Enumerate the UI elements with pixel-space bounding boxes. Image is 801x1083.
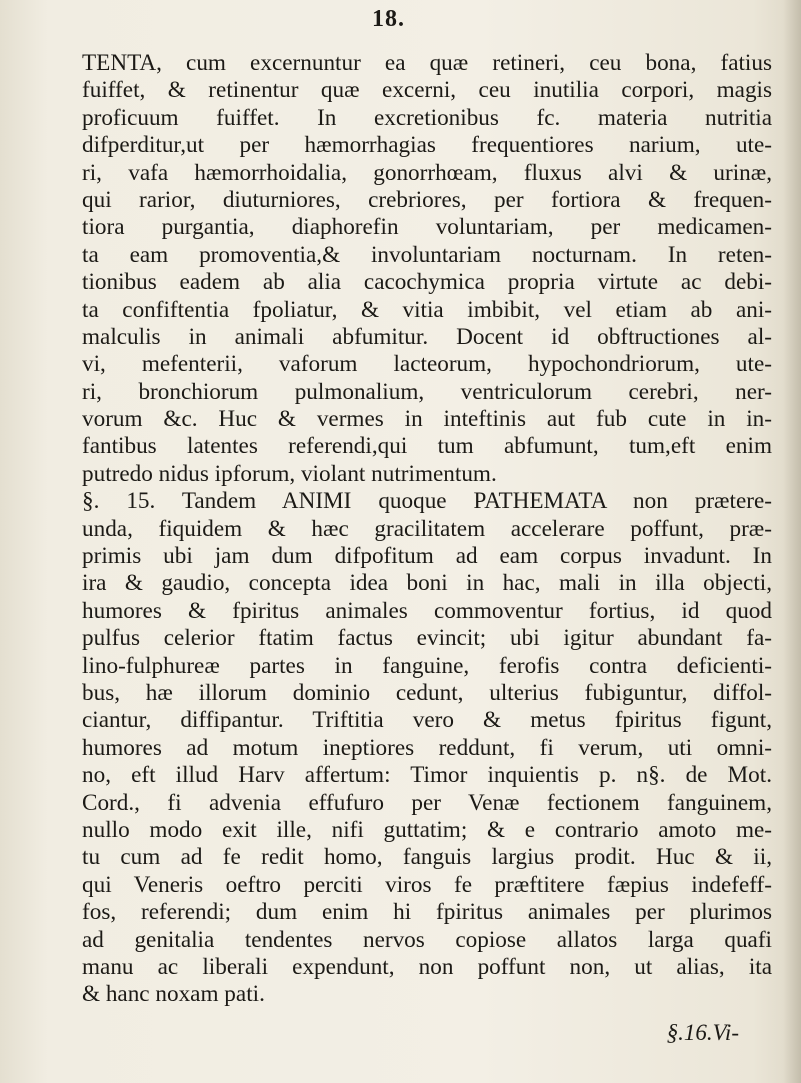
text-line: §. 15. Tandem ANIMI quoque PATHEMATA non prætere- [82,488,772,515]
text-line: vi, mefenterii, vaforum lacteorum, hypochondriorum, ute- [82,351,772,378]
text-line: ciantur, diffipantur. Triftitia vero & metus fpiritus figunt, [82,707,772,734]
body-text [82,50,772,1009]
text-line: proficuum fuiffet. In excretionibus fc. materia nutritia [82,104,772,131]
text-line: ad genitalia tendentes nervos copiose allatos larga quafi [82,926,772,953]
text-line: Cord., fi advenia effufuro per Venæ fectionem fanguinem, [82,789,772,816]
text-line: ri, vafa hæmorrhoidalia, gonorrhœam, fluxus alvi & urinæ, [82,159,772,186]
text-line: unda, fiquidem & hæc gracilitatem accelerare poffunt, præ- [82,515,772,542]
page-edge-shadow [783,0,801,1083]
text-line: humores & fpiritus animales commoventur fortius, id quod [82,597,772,624]
text-line: tiora purgantia, diaphorefin voluntariam, per medicamen- [82,214,772,241]
text-line: qui Veneris oeftro perciti viros fe præftitere fæpius indefeff- [82,871,772,898]
text-line: humores ad motum ineptiores reddunt, fi verum, uti omni- [82,734,772,761]
text-line: nullo modo exit ille, nifi guttatim; & e contrario amoto me- [82,816,772,843]
text-line: vorum &c. Huc & vermes in inteftinis aut fub cute in in- [82,406,772,433]
text-line: fantibus latentes referendi,qui tum abfumunt, tum,eft enim [82,433,772,460]
text-line: & hanc noxam pati. [82,981,265,1008]
catchword: §.16.Vi- [666,1020,739,1045]
text-line: bus, hæ illorum dominio cedunt, ulterius fubiguntur, diffol- [82,679,772,706]
text-line: tionibus eadem ab alia cacochymica propria virtute ac debi- [82,269,772,296]
text-line: lino-fulphureæ partes in fanguine, ferofis contra deficienti- [82,652,772,679]
text-line: pulfus celerior ftatim factus evincit; ubi igitur abundant fa- [82,625,772,652]
text-line: fos, referendi; dum enim hi fpiritus animales per plurimos [82,899,772,926]
text-line: qui rarior, diuturniores, crebriores, per fortiora & frequen- [82,186,772,213]
text-line: malculis in animali abfumitur. Docent id obftructiones al- [82,323,772,350]
text-line: difperditur,ut per hæmorrhagias frequentiores narium, ute- [82,132,772,159]
page-number: 18. [372,6,405,32]
text-line: manu ac liberali expendunt, non poffunt non, ut alias, ita [82,953,772,980]
text-line: ira & gaudio, concepta idea boni in hac, mali in illa objecti, [82,570,772,597]
text-line: no, eft illud Harv affertum: Timor inquientis p. n§. de Mot. [82,762,772,789]
text-line: ta eam promoventia,& involuntariam nocturnam. In reten- [82,241,772,268]
text-line: fuiffet, & retinentur quæ excerni, ceu inutilia corpori, magis [82,77,772,104]
text-line: primis ubi jam dum difpofitum ad eam corpus invadunt. In [82,543,772,570]
text-line: ri, bronchiorum pulmonalium, ventriculorum cerebri, ner- [82,378,772,405]
text-line: ta confiftentia fpoliatur, & vitia imbibit, vel etiam ab ani- [82,296,772,323]
text-line: tu cum ad fe redit homo, fanguis largius prodit. Huc & ii, [82,844,772,871]
text-line: TENTA, cum excernuntur ea quæ retineri, ceu bona, fatius [82,50,772,76]
text-line: putredo nidus ipforum, violant nutrimentum. [82,460,497,487]
